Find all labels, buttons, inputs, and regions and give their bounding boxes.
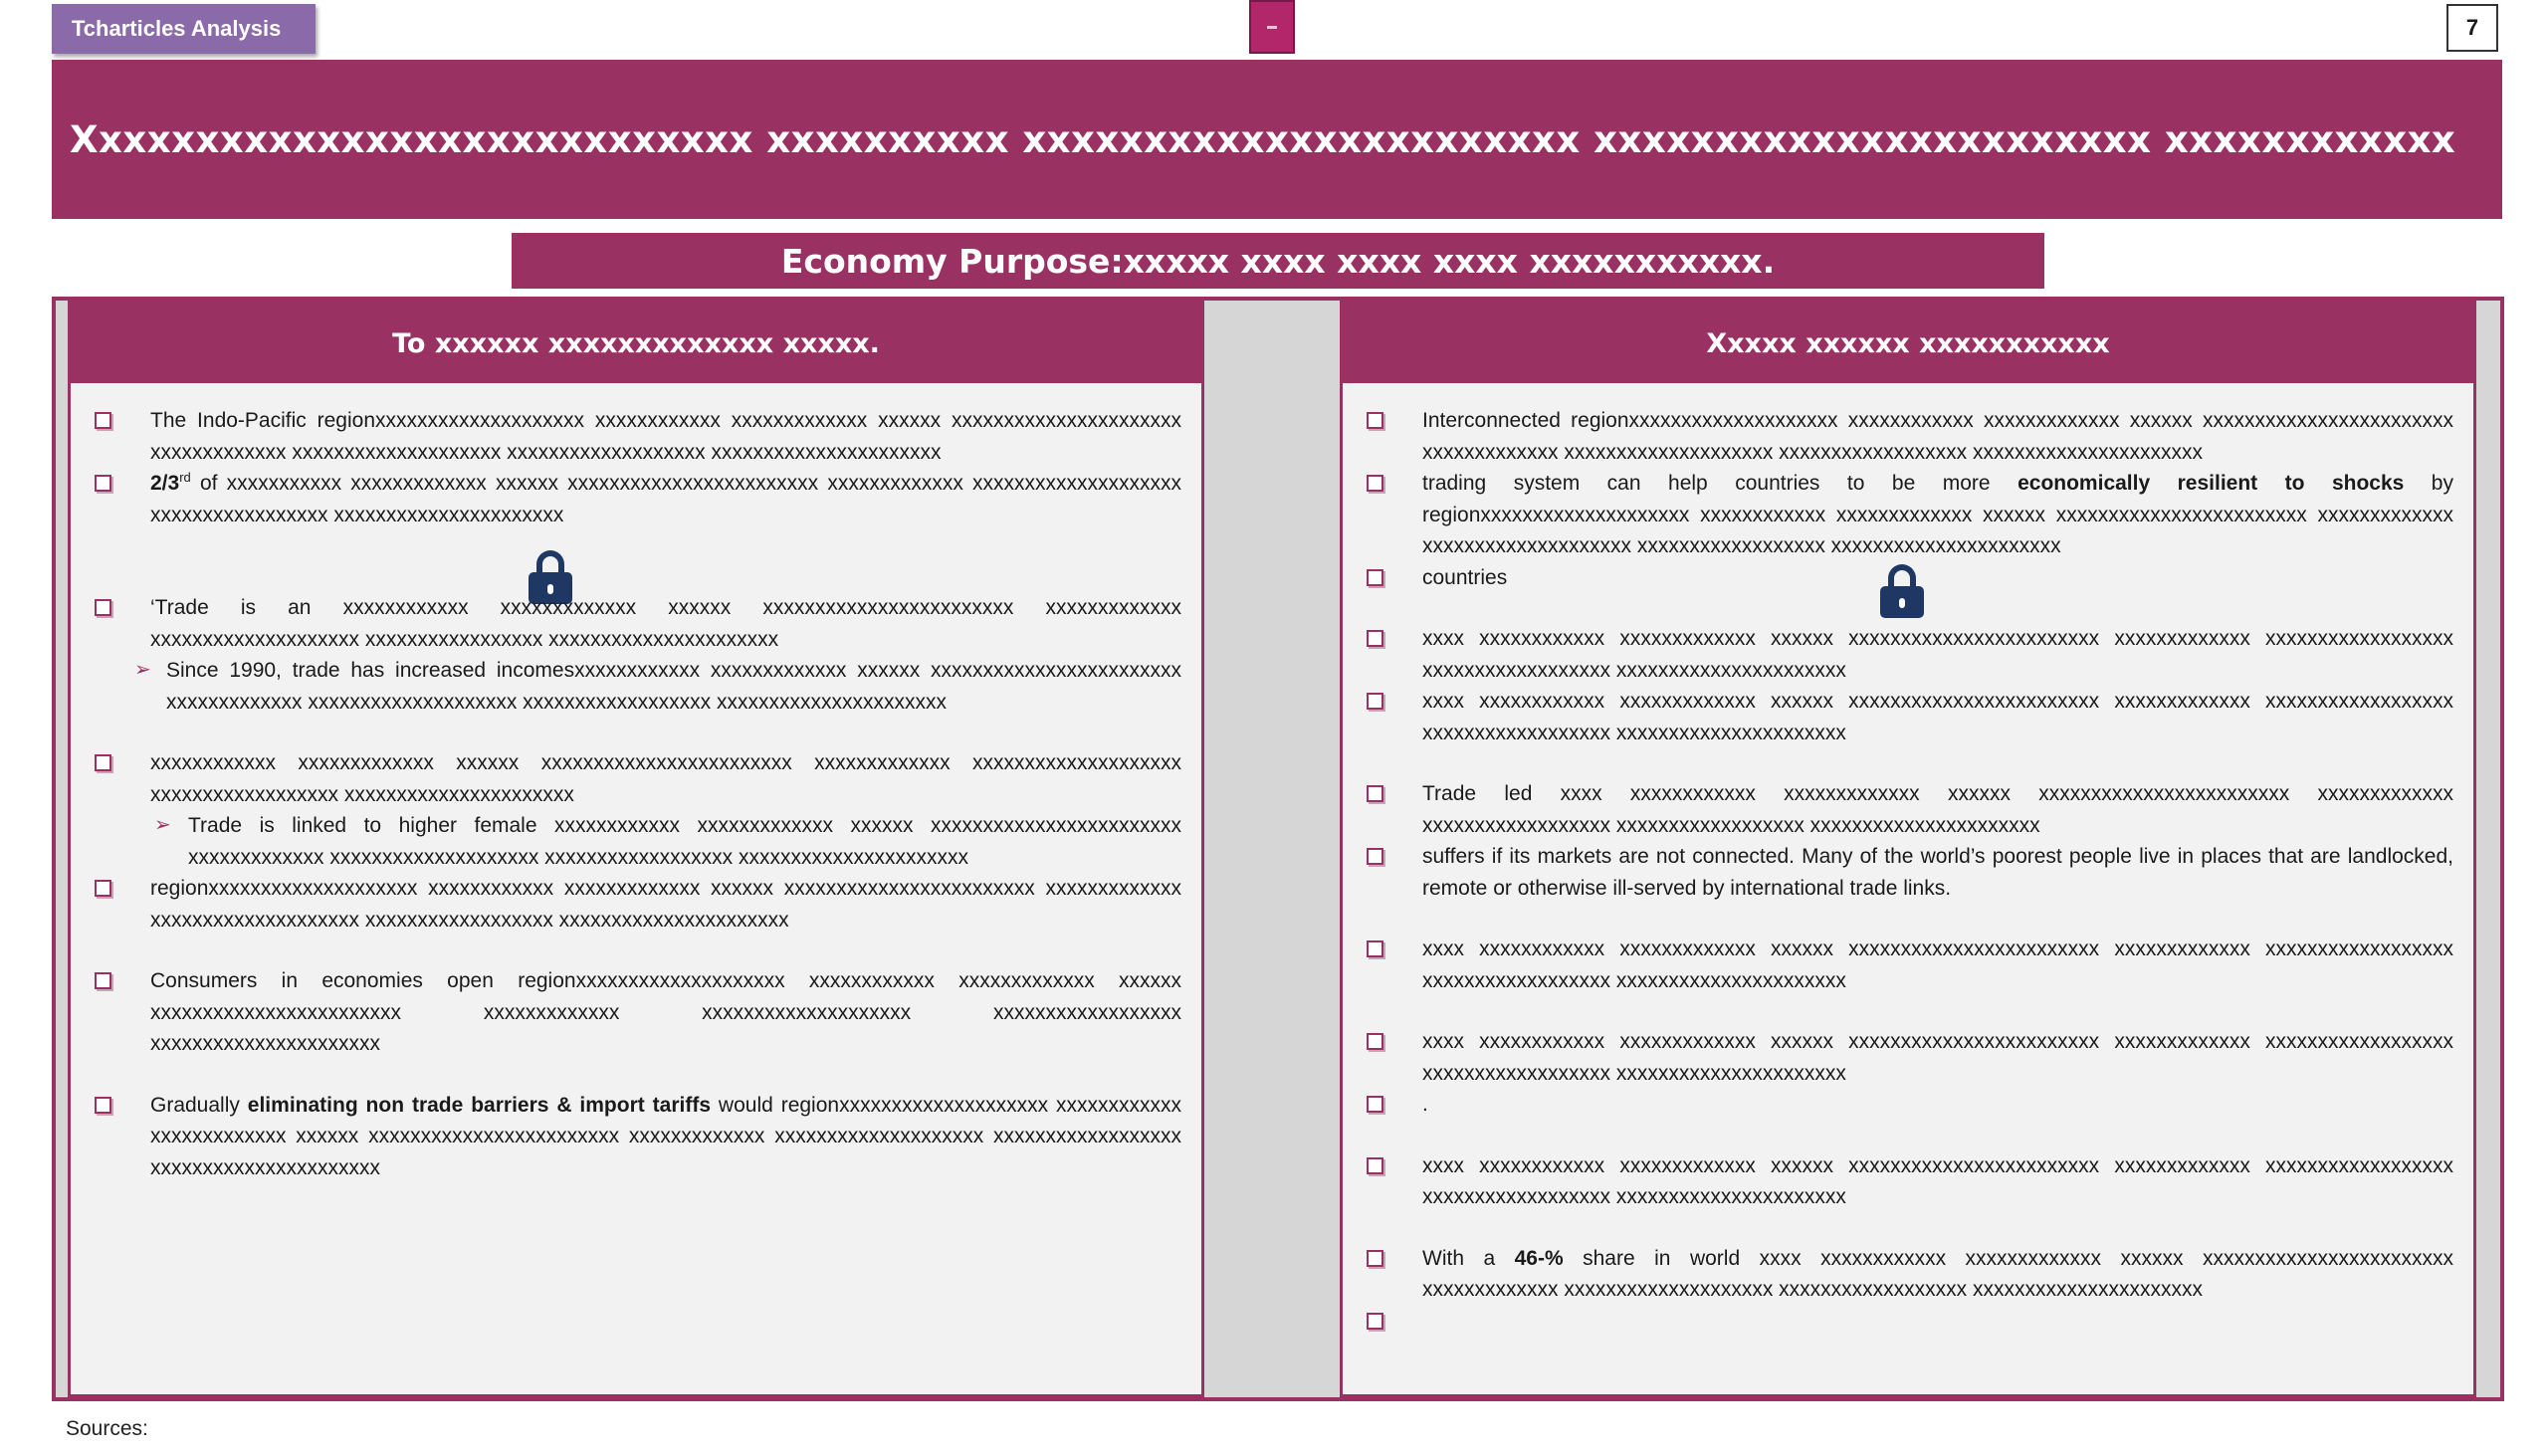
checkbox-bullet-icon xyxy=(95,880,111,897)
list-item: Interconnected regionxxxxxxxxxxxxxxxxxxxx xxxxxxxxxxxx xxxxxxxxxxxxx xxxxxx xxxxxxxxxxxxxxxxxxxxxxxx xxxxxxxxxxxxx xxxxxxxxxxxxxxxxxxxx xxxxxxxxxxxxxxxxxx xxxxxxxxxxxxxxxxxxxxxx xyxy=(1365,405,2453,468)
list-item: Consumers in economies open regionxxxxxxxxxxxxxxxxxxxx xxxxxxxxxxxx xxxxxxxxxxxxx xxxxxx xxxxxxxxxxxxxxxxxxxxxxxx xxxxxxxxxxxxx xxxxxxxxxxxxxxxxxxxx xxxxxxxxxxxxxxxxxx xxxxxxxxxxxxxxxxxxxxxx xyxy=(93,965,1181,1060)
checkbox-bullet-icon xyxy=(1367,1033,1383,1050)
checkbox-bullet-icon xyxy=(1367,785,1383,802)
purpose-bar xyxy=(512,233,2044,289)
logo xyxy=(1249,0,1295,54)
list-item: . xyxy=(1365,1089,2453,1121)
left-panel xyxy=(68,301,1204,1397)
list-item xyxy=(1365,1306,2453,1338)
brand-tag: Tcharticles Analysis xyxy=(52,4,316,54)
list-item: trading system can help countries to be more economically resilient to shocks by regionxxxxxxxxxxxxxxxxxxxx xxxxxxxxxxxx xxxxxxxxxxxxx xxxxxx xxxxxxxxxxxxxxxxxxxxxxxx xxxxxxxxxxxxx xxxxxxxxxxxxxxxxxxxx xxxxxxxxxxxxxxxxxx xxxxxxxxxxxxxxxxxxxxxx xyxy=(1365,468,2453,562)
arrow-bullet-icon: ➢ xyxy=(154,814,171,836)
right-panel-body xyxy=(1343,383,2473,1337)
page-number: 7 xyxy=(2446,4,2498,52)
right-panel-heading: Xxxxx xxxxxx xxxxxxxxxxx xyxy=(1343,304,2473,383)
list-item: xxxx xxxxxxxxxxxx xxxxxxxxxxxxx xxxxxx xxxxxxxxxxxxxxxxxxxxxxxx xxxxxxxxxxxxx xxxxxxxxxxxxxxxxxx xxxxxxxxxxxxxxxxxx xxxxxxxxxxxxxxxxxxxxxx xyxy=(1365,623,2453,686)
checkbox-bullet-icon xyxy=(1367,693,1383,710)
list-item: With a 46-% share in world xxxx xxxxxxxxxxxx xxxxxxxxxxxxx xxxxxx xxxxxxxxxxxxxxxxxxxxxxxx xxxxxxxxxxxxx xxxxxxxxxxxxxxxxxxxx xxxxxxxxxxxxxxxxxx xxxxxxxxxxxxxxxxxxxxxx xyxy=(1365,1243,2453,1306)
lock-icon xyxy=(1880,564,1924,618)
list-item: ‘Trade is an xxxxxxxxxxxx xxxxxxxxxxxxx xxxxxx xxxxxxxxxxxxxxxxxxxxxxxx xxxxxxxxxxxxx xxxxxxxxxxxxxxxxxxxx xxxxxxxxxxxxxxxxx xxxxxxxxxxxxxxxxxxxxxx xyxy=(93,592,1181,655)
arrow-bullet-icon: ➢ xyxy=(134,659,151,681)
title-bar xyxy=(52,60,2502,219)
checkbox-bullet-icon xyxy=(1367,1096,1383,1113)
list-item: The Indo-Pacific regionxxxxxxxxxxxxxxxxxxxx xxxxxxxxxxxx xxxxxxxxxxxxx xxxxxx xxxxxxxxxxxxxxxxxxxxxx xxxxxxxxxxxxx xxxxxxxxxxxxxxxxxxxx xxxxxxxxxxxxxxxxxxx xxxxxxxxxxxxxxxxxxxxxx xyxy=(93,405,1181,468)
list-item: countries xyxy=(1365,562,2453,594)
checkbox-bullet-icon xyxy=(1367,1313,1383,1330)
sub-list-item: ➢ Since 1990, trade has increased incomesxxxxxxxxxxxx xxxxxxxxxxxxx xxxxxx xxxxxxxxxxxxxxxxxxxxxxxx xxxxxxxxxxxxx xxxxxxxxxxxxxxxxxxxx xxxxxxxxxxxxxxxxxx xxxxxxxxxxxxxxxxxxxxxx xyxy=(93,655,1181,718)
checkbox-bullet-icon xyxy=(1367,630,1383,647)
list-item: regionxxxxxxxxxxxxxxxxxxxx xxxxxxxxxxxx xxxxxxxxxxxxx xxxxxx xxxxxxxxxxxxxxxxxxxxxxxx xxxxxxxxxxxxx xxxxxxxxxxxxxxxxxxxx xxxxxxxxxxxxxxxxxx xxxxxxxxxxxxxxxxxxxxxx xyxy=(93,873,1181,936)
list-item: Trade led xxxx xxxxxxxxxxxx xxxxxxxxxxxxx xxxxxx xxxxxxxxxxxxxxxxxxxxxxxx xxxxxxxxxxxxx xxxxxxxxxxxxxxxxxx xxxxxxxxxxxxxxxxxx xxxxxxxxxxxxxxxxxxxxxx xyxy=(1365,778,2453,841)
list-item: xxxx xxxxxxxxxxxx xxxxxxxxxxxxx xxxxxx xxxxxxxxxxxxxxxxxxxxxxxx xxxxxxxxxxxxx xxxxxxxxxxxxxxxxxx xxxxxxxxxxxxxxxxxx xxxxxxxxxxxxxxxxxxxxxx xyxy=(1365,686,2453,748)
list-item: Gradually eliminating non trade barriers & import tariffs would regionxxxxxxxxxxxxxxxxxxxx xxxxxxxxxxxx xxxxxxxxxxxxx xxxxxx xxxxxxxxxxxxxxxxxxxxxxxx xxxxxxxxxxxxx xxxxxxxxxxxxxxxxxxxx xxxxxxxxxxxxxxxxxx xxxxxxxxxxxxxxxxxxxxxx xyxy=(93,1090,1181,1184)
checkbox-bullet-icon xyxy=(1367,1157,1383,1174)
checkbox-bullet-icon xyxy=(95,972,111,989)
left-panel-body xyxy=(71,383,1201,1183)
purpose-text: Economy Purpose:xxxxx xxxx xxxx xxxx xxxxxxxxxxx. xyxy=(780,241,1776,281)
checkbox-bullet-icon xyxy=(95,412,111,429)
list-item: suffers if its markets are not connected. Many of the world’s poorest people live in places that are landlocked, remote or otherwise ill-served by international trade links. xyxy=(1365,841,2453,904)
checkbox-bullet-icon xyxy=(95,1097,111,1114)
checkbox-bullet-icon xyxy=(1367,412,1383,429)
checkbox-bullet-icon xyxy=(1367,848,1383,865)
sources-label: Sources: xyxy=(66,1417,148,1440)
list-item: xxxx xxxxxxxxxxxx xxxxxxxxxxxxx xxxxxx xxxxxxxxxxxxxxxxxxxxxxxx xxxxxxxxxxxxx xxxxxxxxxxxxxxxxxx xxxxxxxxxxxxxxxxxx xxxxxxxxxxxxxxxxxxxxxx xyxy=(1365,1026,2453,1089)
checkbox-bullet-icon xyxy=(1367,1250,1383,1267)
list-item: xxxx xxxxxxxxxxxx xxxxxxxxxxxxx xxxxxx xxxxxxxxxxxxxxxxxxxxxxxx xxxxxxxxxxxxx xxxxxxxxxxxxxxxxxx xxxxxxxxxxxxxxxxxx xxxxxxxxxxxxxxxxxxxxxx xyxy=(1365,934,2453,996)
list-item: 2/3rd of xxxxxxxxxxx xxxxxxxxxxxxx xxxxxx xxxxxxxxxxxxxxxxxxxxxxxx xxxxxxxxxxxxx xxxxxxxxxxxxxxxxxxxx xxxxxxxxxxxxxxxxx xxxxxxxxxxxxxxxxxxxxxx xyxy=(93,468,1181,530)
sub-list-item: ➢ Trade is linked to higher female xxxxxxxxxxxx xxxxxxxxxxxxx xxxxxx xxxxxxxxxxxxxxxxxxxxxxxx xxxxxxxxxxxxx xxxxxxxxxxxxxxxxxxxx xxxxxxxxxxxxxxxxxx xxxxxxxxxxxxxxxxxxxxxx xyxy=(93,810,1181,873)
page-title: Xxxxxxxxxxxxxxxxxxxxxxxxxxxx xxxxxxxxxx xxxxxxxxxxxxxxxxxxxxxxx xxxxxxxxxxxxxxxxxxxxxxx xxxxxxxxxxxx xyxy=(70,117,2456,161)
list-item: xxxxxxxxxxxx xxxxxxxxxxxxx xxxxxx xxxxxxxxxxxxxxxxxxxxxxxx xxxxxxxxxxxxx xxxxxxxxxxxxxxxxxxxx xxxxxxxxxxxxxxxxxx xxxxxxxxxxxxxxxxxxxxxx xyxy=(93,747,1181,810)
checkbox-bullet-icon xyxy=(1367,475,1383,492)
list-item: xxxx xxxxxxxxxxxx xxxxxxxxxxxxx xxxxxx xxxxxxxxxxxxxxxxxxxxxxxx xxxxxxxxxxxxx xxxxxxxxxxxxxxxxxx xxxxxxxxxxxxxxxxxx xxxxxxxxxxxxxxxxxxxxxx xyxy=(1365,1150,2453,1213)
checkbox-bullet-icon xyxy=(95,754,111,771)
checkbox-bullet-icon xyxy=(1367,569,1383,586)
checkbox-bullet-icon xyxy=(95,475,111,492)
checkbox-bullet-icon xyxy=(1367,940,1383,957)
right-panel xyxy=(1340,301,2476,1397)
checkbox-bullet-icon xyxy=(95,599,111,616)
left-panel-heading: To xxxxxx xxxxxxxxxxxxx xxxxx. xyxy=(71,304,1201,383)
